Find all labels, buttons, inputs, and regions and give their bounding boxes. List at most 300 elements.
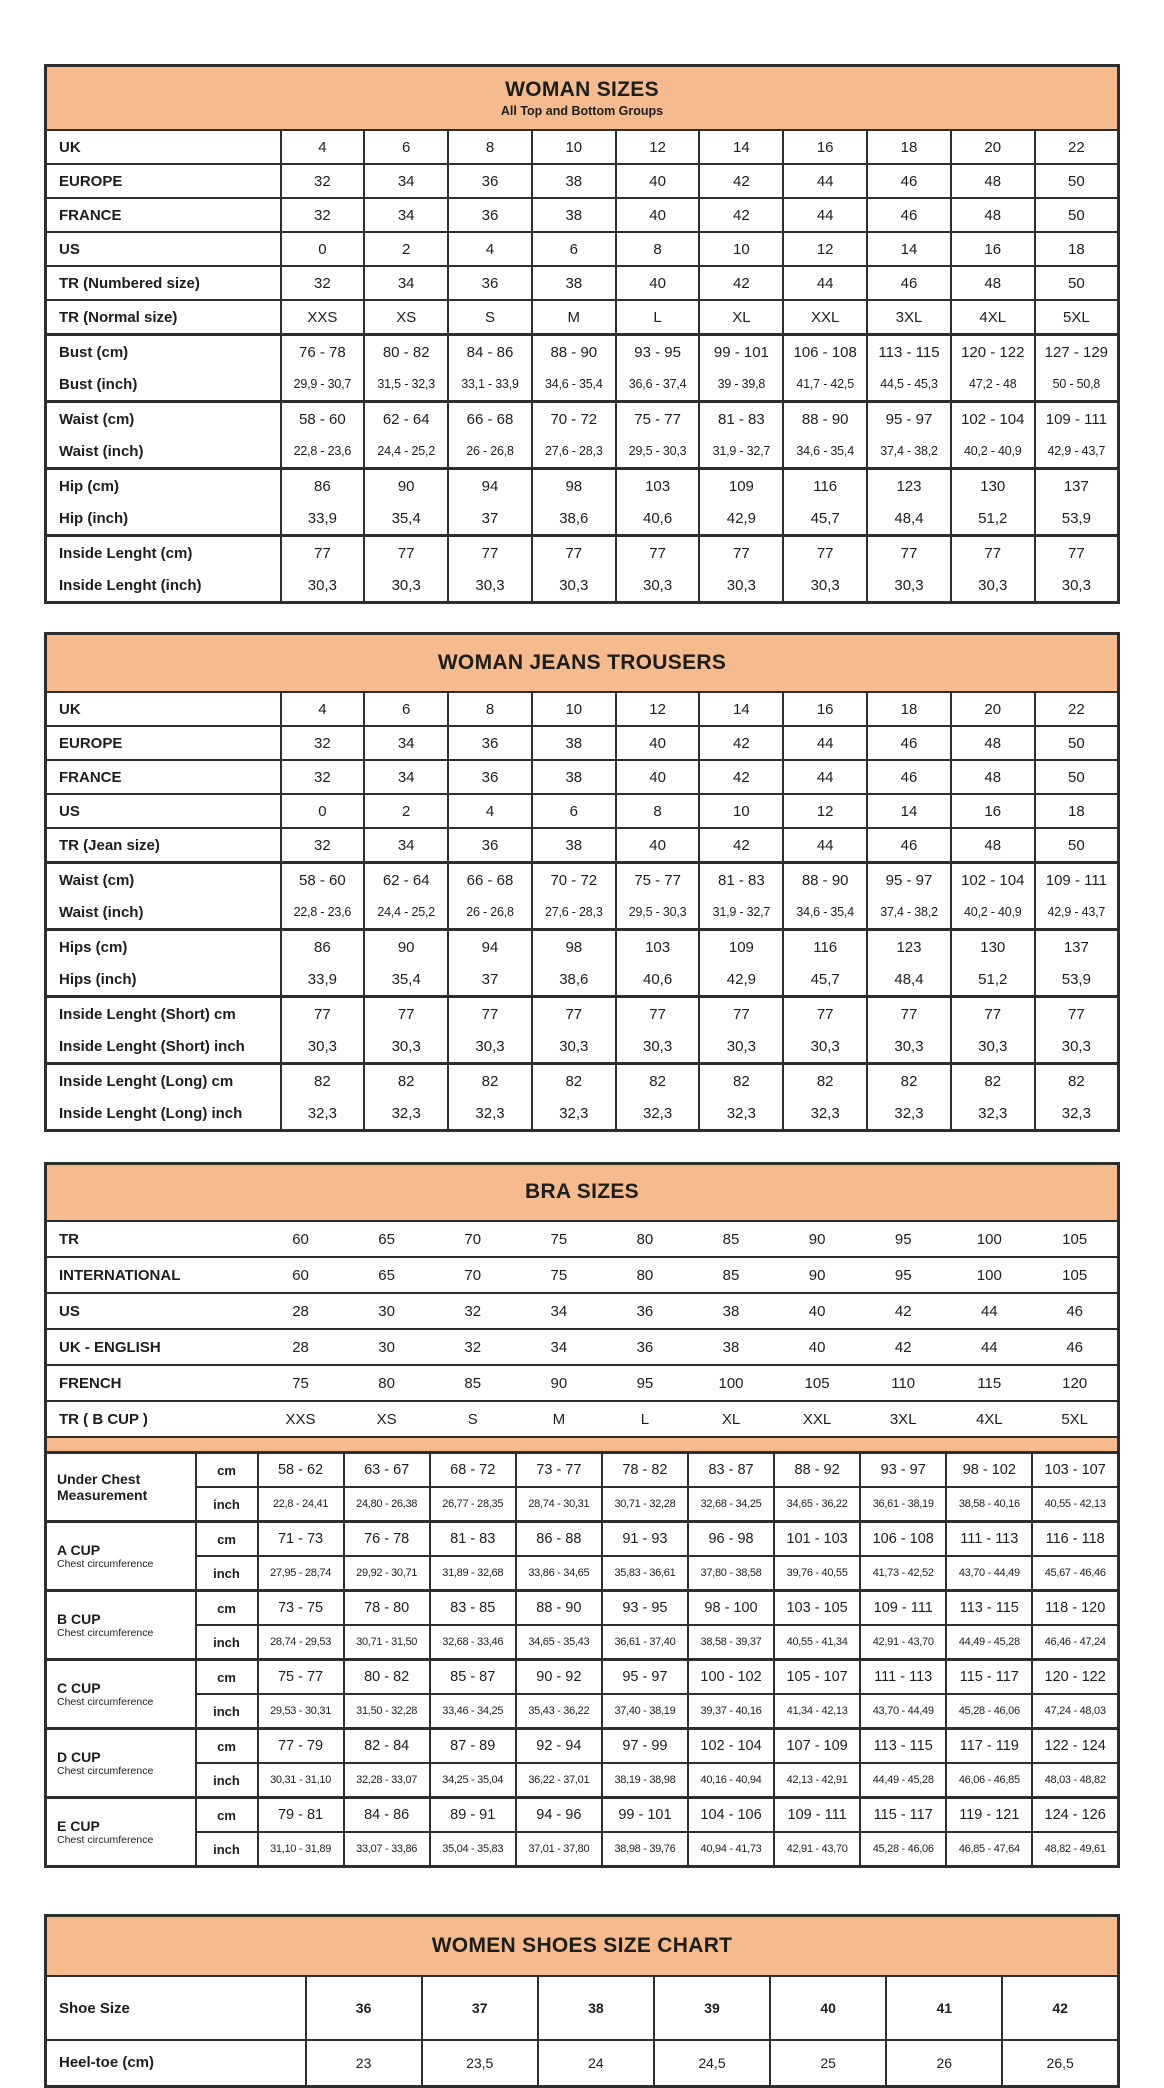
size-value: 105: [1032, 1257, 1118, 1293]
size-value: 16: [951, 232, 1035, 266]
measure-value: 48,4: [867, 963, 951, 997]
measure-value: 40,2 - 40,9: [951, 435, 1035, 469]
measure-value: 40,2 - 40,9: [951, 896, 1035, 930]
table-row: [46, 130, 1119, 164]
measure-value: 116: [783, 930, 867, 964]
size-value: 18: [867, 692, 951, 726]
measure-value: 32,3: [448, 1097, 532, 1131]
measure-value: 90: [364, 469, 448, 503]
measure-value: 29,9 - 30,7: [281, 368, 365, 402]
cup-value: 83 - 85: [430, 1591, 516, 1626]
measure-value: 75 - 77: [616, 402, 700, 436]
measure-value: 82: [281, 1064, 365, 1098]
cup-value: 43,70 - 44,49: [860, 1694, 946, 1729]
size-value: S: [448, 300, 532, 335]
cup-value: 29,53 - 30,31: [258, 1694, 344, 1729]
size-value: 40: [774, 1293, 860, 1329]
size-value: 46: [867, 726, 951, 760]
measure-value: 53,9: [1035, 502, 1119, 536]
size-value: 50: [1035, 828, 1119, 863]
cup-value: 40,55 - 41,34: [774, 1625, 860, 1660]
size-value: 22: [1035, 130, 1119, 164]
measure-value: 123: [867, 930, 951, 964]
cup-value: 91 - 93: [602, 1522, 688, 1557]
size-value: 42: [699, 828, 783, 863]
cup-value: 98 - 100: [688, 1591, 774, 1626]
cup-sublabel: Chest circumference: [57, 1557, 154, 1570]
measure-value: 37: [448, 502, 532, 536]
measure-value: 88 - 90: [783, 402, 867, 436]
table-row: [46, 1329, 1119, 1365]
measure-value: 32,3: [783, 1097, 867, 1131]
bra-cup-rows: [46, 1453, 1119, 1867]
unit-label-cm: cm: [196, 1729, 258, 1764]
table-row: [46, 726, 1119, 760]
cup-value: 38,98 - 39,76: [602, 1832, 688, 1867]
measure-value: 30,3: [532, 569, 616, 603]
size-value: 34: [516, 1329, 602, 1365]
size-value: 38: [532, 198, 616, 232]
cup-value: 30,71 - 31,50: [344, 1625, 430, 1660]
cup-name: D CUP: [57, 1748, 101, 1765]
measure-value: 103: [616, 469, 700, 503]
cup-value: 111 - 113: [860, 1660, 946, 1695]
size-value: 40: [616, 828, 700, 863]
measure-value: 82: [616, 1064, 700, 1098]
size-value: XS: [364, 300, 448, 335]
measure-value: 94: [448, 469, 532, 503]
measure-value: 77: [699, 536, 783, 570]
row-label: Heel-toe (cm): [46, 2040, 306, 2086]
measure-value: 77: [1035, 997, 1119, 1031]
size-value: 6: [364, 130, 448, 164]
measure-value: 30,3: [448, 569, 532, 603]
size-value: M: [532, 300, 616, 335]
measure-value: 90: [364, 930, 448, 964]
cup-row-cm: [46, 1522, 1119, 1557]
size-value: 4: [281, 130, 365, 164]
cup-name: B CUP: [57, 1610, 101, 1627]
row-label: UK - ENGLISH: [46, 1329, 258, 1365]
measure-value: 34,6 - 35,4: [783, 435, 867, 469]
size-value: 40: [774, 1329, 860, 1365]
cup-value: 48,03 - 48,82: [1032, 1763, 1118, 1798]
measure-value: 42,9: [699, 963, 783, 997]
cup-value: 113 - 115: [946, 1591, 1032, 1626]
size-value: 80: [602, 1221, 688, 1257]
measure-value: 77: [699, 997, 783, 1031]
cup-value: 43,70 - 44,49: [946, 1556, 1032, 1591]
size-value: 10: [699, 232, 783, 266]
row-label: Waist (cm): [46, 863, 281, 897]
measure-value: 88 - 90: [783, 863, 867, 897]
size-value: 36: [448, 726, 532, 760]
measure-value: 70 - 72: [532, 863, 616, 897]
cup-value: 94 - 96: [516, 1798, 602, 1833]
size-value: 60: [258, 1257, 344, 1293]
measure-value: 116: [783, 469, 867, 503]
cup-value: 41,73 - 42,52: [860, 1556, 946, 1591]
size-value: 4: [281, 692, 365, 726]
size-value: 16: [783, 692, 867, 726]
cup-value: 40,94 - 41,73: [688, 1832, 774, 1867]
measure-value: 82: [699, 1064, 783, 1098]
size-value: 48: [951, 828, 1035, 863]
size-value: 14: [699, 130, 783, 164]
size-value: 22: [1035, 692, 1119, 726]
woman-jeans-table: [44, 632, 1120, 1132]
cup-value: 31,50 - 32,28: [344, 1694, 430, 1729]
measure-value: 113 - 115: [867, 335, 951, 369]
measure-value: 102 - 104: [951, 863, 1035, 897]
size-value: 10: [699, 794, 783, 828]
measure-value: 70 - 72: [532, 402, 616, 436]
cup-value: 109 - 111: [860, 1591, 946, 1626]
cup-value: 27,95 - 28,74: [258, 1556, 344, 1591]
size-value: 6: [364, 692, 448, 726]
size-value: 26: [886, 2040, 1002, 2086]
measure-value: 30,3: [699, 569, 783, 603]
table-row: [46, 232, 1119, 266]
size-value: 24: [538, 2040, 654, 2086]
size-value: 14: [699, 692, 783, 726]
size-value: 36: [306, 1976, 422, 2040]
measure-row-cm: [46, 402, 1119, 436]
cup-row-inch: [46, 1625, 1119, 1660]
table-row: [46, 266, 1119, 300]
size-value: 0: [281, 232, 365, 266]
measure-value: 77: [364, 997, 448, 1031]
cup-value: 35,04 - 35,83: [430, 1832, 516, 1867]
size-value: 12: [783, 232, 867, 266]
measure-value: 35,4: [364, 963, 448, 997]
row-label: Inside Lenght (Short) cm: [46, 997, 281, 1031]
size-value: 36: [602, 1329, 688, 1365]
measure-row-cm: [46, 1064, 1119, 1098]
measure-row-cm: [46, 469, 1119, 503]
size-value: 80: [602, 1257, 688, 1293]
size-value: 23: [306, 2040, 422, 2086]
measure-value: 30,3: [364, 569, 448, 603]
size-value: 39: [654, 1976, 770, 2040]
measure-value: 109: [699, 469, 783, 503]
unit-label-cm: cm: [196, 1453, 258, 1488]
measure-value: 33,9: [281, 502, 365, 536]
cup-sublabel: Chest circumference: [57, 1833, 154, 1846]
cup-row-cm: [46, 1729, 1119, 1764]
cup-sublabel: Chest circumference: [57, 1626, 154, 1639]
measure-value: 34,6 - 35,4: [783, 896, 867, 930]
size-value: 34: [516, 1293, 602, 1329]
cup-label: [46, 1729, 196, 1798]
cup-value: 35,43 - 36,22: [516, 1694, 602, 1729]
size-value: 32: [281, 760, 365, 794]
cup-value: 47,24 - 48,03: [1032, 1694, 1118, 1729]
size-value: 44: [783, 266, 867, 300]
cup-value: 115 - 117: [946, 1660, 1032, 1695]
size-value: 3XL: [867, 300, 951, 335]
measure-value: 130: [951, 469, 1035, 503]
cup-value: 80 - 82: [344, 1660, 430, 1695]
measure-value: 31,9 - 32,7: [699, 896, 783, 930]
size-value: 36: [448, 760, 532, 794]
woman-sizes-subtitle: All Top and Bottom Groups: [500, 103, 664, 118]
cup-value: 22,8 - 24,41: [258, 1487, 344, 1522]
cup-value: 32,68 - 34,25: [688, 1487, 774, 1522]
bra-conversion-rows: [46, 1221, 1119, 1437]
size-value: 75: [516, 1221, 602, 1257]
size-value: 105: [774, 1365, 860, 1401]
measure-value: 80 - 82: [364, 335, 448, 369]
size-value: 30: [344, 1293, 430, 1329]
cup-value: 26,77 - 28,35: [430, 1487, 516, 1522]
measure-value: 24,4 - 25,2: [364, 435, 448, 469]
cup-value: 85 - 87: [430, 1660, 516, 1695]
cup-value: 117 - 119: [946, 1729, 1032, 1764]
measure-value: 30,3: [616, 569, 700, 603]
size-value: 42: [1002, 1976, 1118, 2040]
measure-value: 30,3: [783, 1030, 867, 1064]
cup-value: 36,22 - 37,01: [516, 1763, 602, 1798]
measure-row-inch: [46, 1030, 1119, 1064]
measure-value: 81 - 83: [699, 863, 783, 897]
woman-jeans-conversion-rows: [46, 692, 1119, 863]
size-value: 38: [538, 1976, 654, 2040]
size-value: 36: [602, 1293, 688, 1329]
row-label: TR (Jean size): [46, 828, 281, 863]
size-value: 5XL: [1032, 1401, 1118, 1437]
size-value: 95: [860, 1257, 946, 1293]
size-value: 46: [867, 266, 951, 300]
size-value: 28: [258, 1293, 344, 1329]
row-label: Hips (inch): [59, 970, 137, 988]
measure-value: 77: [448, 997, 532, 1031]
cup-name: Under Chest Measurement: [57, 1470, 148, 1503]
size-value: 44: [946, 1293, 1032, 1329]
size-value: XL: [699, 300, 783, 335]
woman-sizes-table: [44, 64, 1120, 604]
woman-jeans-title-band: [46, 634, 1119, 693]
measure-value: 84 - 86: [448, 335, 532, 369]
cup-value: 34,65 - 35,43: [516, 1625, 602, 1660]
measure-value: 62 - 64: [364, 863, 448, 897]
unit-label-inch: inch: [196, 1556, 258, 1591]
row-label: UK: [46, 692, 281, 726]
cup-value: 84 - 86: [344, 1798, 430, 1833]
size-value: 50: [1035, 726, 1119, 760]
measure-value: 30,3: [281, 1030, 365, 1064]
size-value: 42: [699, 760, 783, 794]
measure-value: 27,6 - 28,3: [532, 896, 616, 930]
cup-label: [46, 1453, 196, 1522]
measure-value: 77: [951, 997, 1035, 1031]
cup-name: C CUP: [57, 1679, 101, 1696]
cup-value: 48,82 - 49,61: [1032, 1832, 1118, 1867]
cup-sublabel: Chest circumference: [57, 1695, 154, 1708]
row-label: UK: [46, 130, 281, 164]
cup-value: 34,65 - 36,22: [774, 1487, 860, 1522]
cup-value: 45,28 - 46,06: [860, 1832, 946, 1867]
size-value: 46: [1032, 1293, 1118, 1329]
measure-value: 32,3: [1035, 1097, 1119, 1131]
table-row: [46, 1257, 1119, 1293]
measure-value: 22,8 - 23,6: [281, 896, 365, 930]
measure-value: 82: [364, 1064, 448, 1098]
size-value: 38: [688, 1329, 774, 1365]
cup-value: 68 - 72: [430, 1453, 516, 1488]
row-label: Inside Lenght (inch): [59, 576, 202, 594]
size-value: 5XL: [1035, 300, 1119, 335]
cup-value: 44,49 - 45,28: [860, 1763, 946, 1798]
size-value: 34: [364, 726, 448, 760]
cup-row-inch: [46, 1832, 1119, 1867]
woman-jeans-title: WOMAN JEANS TROUSERS: [437, 650, 727, 674]
size-value: 32: [281, 198, 365, 232]
size-value: 48: [951, 198, 1035, 232]
size-value: 100: [946, 1257, 1032, 1293]
measure-value: 53,9: [1035, 963, 1119, 997]
measure-value: 42,9 - 43,7: [1035, 435, 1119, 469]
measure-value: 77: [616, 997, 700, 1031]
size-value: 34: [364, 198, 448, 232]
size-value: 0: [281, 794, 365, 828]
measure-value: 86: [281, 469, 365, 503]
cup-value: 93 - 95: [602, 1591, 688, 1626]
size-value: L: [616, 300, 700, 335]
cup-value: 58 - 62: [258, 1453, 344, 1488]
measure-value: 77: [532, 997, 616, 1031]
cup-value: 24,80 - 26,38: [344, 1487, 430, 1522]
cup-value: 122 - 124: [1032, 1729, 1118, 1764]
size-value: 70: [430, 1257, 516, 1293]
size-value: 40: [770, 1976, 886, 2040]
size-value: 46: [867, 828, 951, 863]
size-value: 90: [516, 1365, 602, 1401]
row-label: Waist (inch): [59, 442, 144, 460]
measure-row-inch: [46, 435, 1119, 469]
cup-value: 88 - 92: [774, 1453, 860, 1488]
cup-value: 38,19 - 38,98: [602, 1763, 688, 1798]
measure-value: 109 - 111: [1035, 402, 1119, 436]
unit-label-cm: cm: [196, 1522, 258, 1557]
women-shoes-table: [44, 1914, 1120, 2088]
size-value: 38: [532, 828, 616, 863]
size-value: 8: [616, 794, 700, 828]
table-row: [46, 760, 1119, 794]
size-value: XXL: [774, 1401, 860, 1437]
measure-row-inch: [46, 1097, 1119, 1131]
cup-value: 39,76 - 40,55: [774, 1556, 860, 1591]
size-value: 50: [1035, 266, 1119, 300]
measure-value: 94: [448, 930, 532, 964]
table-row: [46, 1293, 1119, 1329]
cup-value: 89 - 91: [430, 1798, 516, 1833]
size-value: 16: [951, 794, 1035, 828]
size-value: 42: [699, 266, 783, 300]
measure-value: 32,3: [616, 1097, 700, 1131]
measure-value: 42,9: [699, 502, 783, 536]
size-value: 95: [860, 1221, 946, 1257]
measure-value: 82: [783, 1064, 867, 1098]
size-value: 44: [783, 726, 867, 760]
measure-value: 82: [448, 1064, 532, 1098]
measure-row-cm: [46, 335, 1119, 369]
cup-row-cm: [46, 1798, 1119, 1833]
measure-value: 77: [783, 997, 867, 1031]
measure-value: 109: [699, 930, 783, 964]
size-value: 42: [699, 726, 783, 760]
cup-value: 40,16 - 40,94: [688, 1763, 774, 1798]
measure-value: 30,3: [448, 1030, 532, 1064]
measure-value: 120 - 122: [951, 335, 1035, 369]
size-value: 48: [951, 266, 1035, 300]
measure-value: 66 - 68: [448, 863, 532, 897]
size-value: 24,5: [654, 2040, 770, 2086]
size-value: 100: [688, 1365, 774, 1401]
measure-row-cm: [46, 863, 1119, 897]
measure-value: 98: [532, 930, 616, 964]
measure-value: 29,5 - 30,3: [616, 435, 700, 469]
size-value: 75: [516, 1257, 602, 1293]
size-value: 38: [532, 266, 616, 300]
size-value: 38: [688, 1293, 774, 1329]
measure-row-cm: [46, 536, 1119, 570]
size-value: 18: [1035, 232, 1119, 266]
size-value: 85: [688, 1221, 774, 1257]
cup-value: 100 - 102: [688, 1660, 774, 1695]
size-value: 25: [770, 2040, 886, 2086]
bra-sizes-table: [44, 1162, 1120, 1868]
table-row: [46, 2040, 1119, 2086]
cup-value: 33,07 - 33,86: [344, 1832, 430, 1867]
measure-value: 109 - 111: [1035, 863, 1119, 897]
size-value: 48: [951, 760, 1035, 794]
measure-value: 47,2 - 48: [951, 368, 1035, 402]
measure-value: 50 - 50,8: [1035, 368, 1119, 402]
cup-value: 46,85 - 47,64: [946, 1832, 1032, 1867]
cup-value: 93 - 97: [860, 1453, 946, 1488]
size-value: 40: [616, 726, 700, 760]
measure-value: 39 - 39,8: [699, 368, 783, 402]
size-value: 3XL: [860, 1401, 946, 1437]
size-value: 8: [448, 692, 532, 726]
size-value: 90: [774, 1257, 860, 1293]
cup-value: 95 - 97: [602, 1660, 688, 1695]
cup-value: 102 - 104: [688, 1729, 774, 1764]
table-row: [46, 1365, 1119, 1401]
measure-value: 32,3: [281, 1097, 365, 1131]
cup-value: 83 - 87: [688, 1453, 774, 1488]
cup-value: 106 - 108: [860, 1522, 946, 1557]
size-value: 60: [258, 1221, 344, 1257]
cup-value: 46,06 - 46,85: [946, 1763, 1032, 1798]
measure-value: 123: [867, 469, 951, 503]
measure-value: 30,3: [616, 1030, 700, 1064]
measure-value: 106 - 108: [783, 335, 867, 369]
measure-value: 77: [281, 536, 365, 570]
cup-value: 86 - 88: [516, 1522, 602, 1557]
measure-row-cm: [46, 997, 1119, 1031]
measure-value: 88 - 90: [532, 335, 616, 369]
row-label: INTERNATIONAL: [46, 1257, 258, 1293]
row-label: TR (Normal size): [46, 300, 281, 335]
measure-value: 31,9 - 32,7: [699, 435, 783, 469]
measure-value: 77: [867, 536, 951, 570]
measure-value: 38,6: [532, 963, 616, 997]
measure-value: 77: [281, 997, 365, 1031]
cup-value: 103 - 107: [1032, 1453, 1118, 1488]
cup-sublabel: Chest circumference: [57, 1764, 154, 1777]
